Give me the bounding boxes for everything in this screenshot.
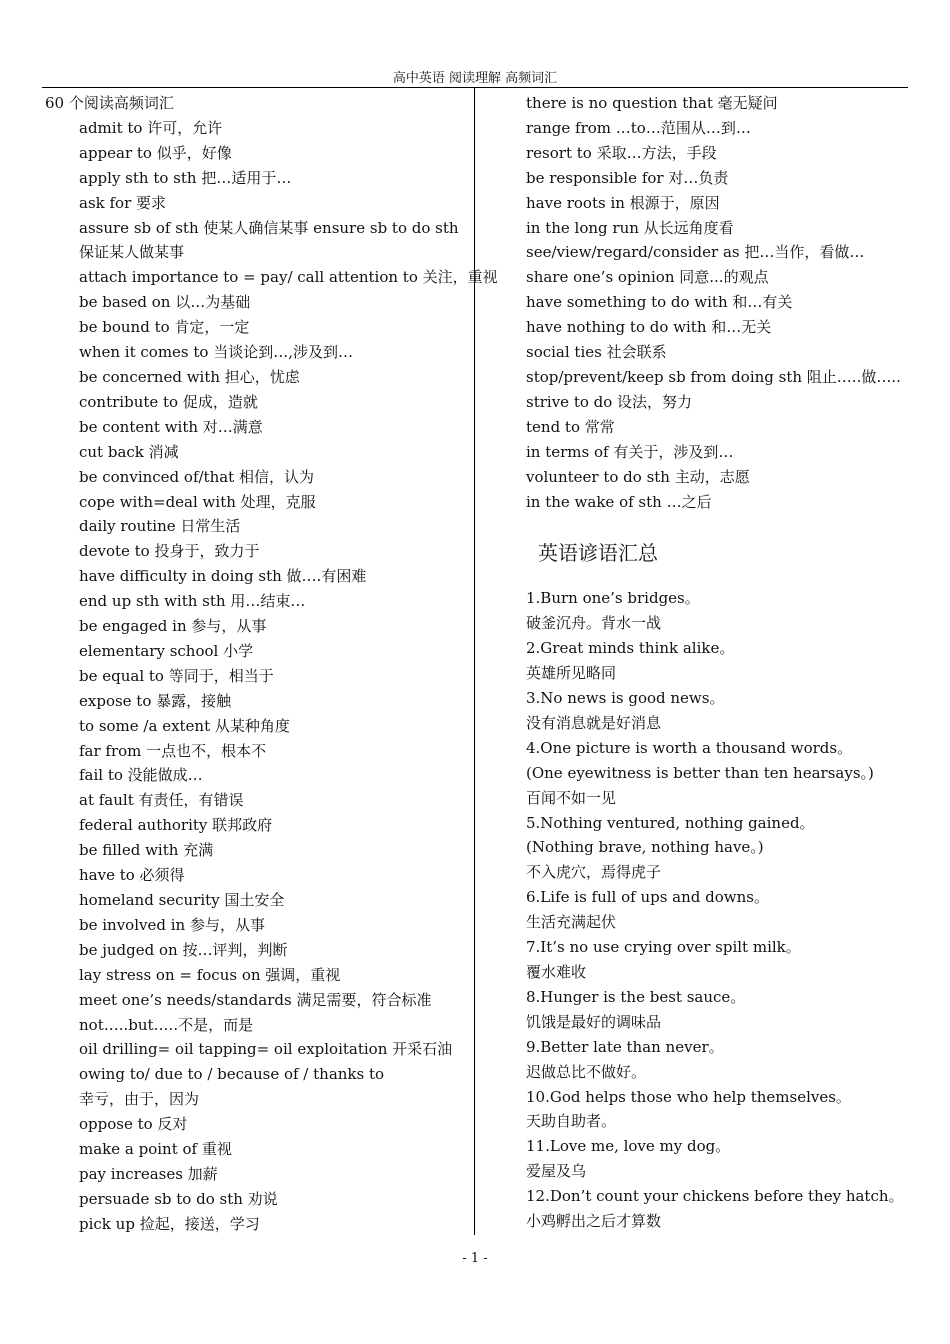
proverb-line: 小鸡孵出之后才算数 <box>526 1212 662 1231</box>
vocab-entry: expose to 暴露，接触 <box>79 691 232 710</box>
proverb-line: 破釜沉舟。背水一战 <box>526 614 662 633</box>
page-header: 高中英语 阅读理解 高频词汇 <box>392 71 558 86</box>
vocab-entry: persuade sb to do sth 劝说 <box>79 1189 278 1208</box>
vocab-entry: resort to 采取…方法，手段 <box>526 143 717 162</box>
vocab-entry: contribute to 促成，造就 <box>79 392 258 411</box>
proverb-line: 5.Nothing ventured, nothing gained。 <box>526 813 815 832</box>
column-divider <box>474 88 475 1235</box>
vocab-entry: be involved in 参与，从事 <box>79 915 265 934</box>
vocab-heading: 60 个阅读高频词汇 <box>45 94 174 112</box>
vocab-entry: owing to/ due to / because of / thanks to <box>79 1065 385 1084</box>
vocab-entry: oil drilling= oil tapping= oil exploitation 开采石油 <box>79 1040 453 1059</box>
proverb-line: 12.Don’t count your chickens before they hatch。 <box>526 1187 904 1206</box>
proverb-line: 2.Great minds think alike。 <box>526 639 735 658</box>
vocab-entry: be filled with 充满 <box>79 841 214 860</box>
vocab-entry: federal authority 联邦政府 <box>79 816 273 835</box>
proverb-line: 4.One picture is worth a thousand words。 <box>526 738 853 757</box>
vocab-entry: at fault 有责任，有错误 <box>79 791 244 810</box>
vocab-entry: have nothing to do with 和…无关 <box>526 318 772 337</box>
vocab-entry: end up sth with sth 用…结束… <box>79 592 306 611</box>
vocab-entry: make a point of 重视 <box>79 1140 232 1159</box>
proverb-line: (Nothing brave, nothing have。) <box>526 838 764 857</box>
vocab-entry: cope with=deal with 处理，克服 <box>79 492 316 511</box>
right-column <box>526 91 908 1234</box>
proverbs-list <box>526 586 908 1234</box>
proverb-line: 3.No news is good news。 <box>526 689 725 708</box>
vocab-entry: daily routine 日常生活 <box>79 517 241 536</box>
proverb-line: 英雄所见略同 <box>526 664 617 683</box>
vocab-entry: cut back 消减 <box>79 442 179 461</box>
vocab-entry: far from 一点也不，根本不 <box>79 741 267 760</box>
vocab-entry: have difficulty in doing sth 做….有困难 <box>79 567 367 586</box>
proverb-line: 饥饿是最好的调味品 <box>526 1012 662 1031</box>
proverb-line: 生活充满起伏 <box>526 913 617 932</box>
vocab-entry: be equal to 等同于，相当于 <box>79 666 274 685</box>
vocab-entry: devote to 投身于，致力于 <box>79 542 260 561</box>
vocab-list <box>45 116 498 1237</box>
proverb-line: 9.Better late than never。 <box>526 1037 724 1056</box>
proverb-line: (One eyewitness is better than ten hearsays。) <box>526 763 874 782</box>
vocab-entry: in the long run 从长远角度看 <box>526 218 734 237</box>
vocab-entry: have to 必须得 <box>79 866 185 885</box>
vocab-entry: to some /a extent 从某种角度 <box>79 716 290 735</box>
proverb-line: 不入虎穴，焉得虎子 <box>526 863 662 882</box>
vocab-entry: be judged on 按…评判，判断 <box>79 940 288 959</box>
vocab-entry: meet one’s needs/standards 满足需要，符合标准 <box>79 990 432 1009</box>
vocab-entry: pay increases 加薪 <box>79 1164 218 1183</box>
vocab-entry: volunteer to do sth 主动，志愿 <box>526 467 750 486</box>
vocab-entry: be bound to 肯定，一定 <box>79 318 250 337</box>
vocab-entry: admit to 许可，允许 <box>79 118 223 137</box>
proverb-line: 1.Burn one’s bridges。 <box>526 589 700 608</box>
vocab-entry: in the wake of sth …之后 <box>526 492 712 511</box>
vocab-entry: homeland security 国土安全 <box>79 891 285 909</box>
vocab-entry: be content with 对…满意 <box>79 417 263 436</box>
header-rule <box>42 87 908 88</box>
vocab-entry: be concerned with 担心，忧虑 <box>79 367 300 386</box>
vocab-entry: strive to do 设法，努力 <box>526 392 693 411</box>
vocab-entry: share one’s opinion 同意...的观点 <box>526 268 769 287</box>
vocab-entry: lay stress on = focus on 强调，重视 <box>79 965 341 984</box>
proverb-line: 百闻不如一见 <box>526 788 617 807</box>
vocab-entry: there is no question that 毫无疑问 <box>526 94 778 112</box>
proverbs-title: 英语谚语汇总 <box>538 541 658 566</box>
left-column <box>45 91 498 1237</box>
proverb-line: 爱屋及乌 <box>526 1162 587 1181</box>
vocab-entry: be based on 以…为基础 <box>79 293 251 312</box>
vocab-entry: have roots in 根源于，原因 <box>526 193 720 212</box>
vocab-entry: apply sth to sth 把…适用于… <box>79 168 292 187</box>
proverb-line: 11.Love me, love my dog。 <box>526 1137 731 1156</box>
proverb-line: 天助自助者。 <box>526 1112 617 1131</box>
vocab-entry: range from …to…范围从…到… <box>526 118 751 137</box>
vocab-entry: social ties 社会联系 <box>526 343 667 362</box>
proverb-line: 没有消息就是好消息 <box>526 713 662 732</box>
vocab-entry: 保证某人做某事 <box>79 243 185 262</box>
vocab-entry: stop/prevent/keep sb from doing sth 阻止…..做….. <box>526 367 901 386</box>
vocab-entry: ask for 要求 <box>79 193 167 212</box>
vocab-entry: have something to do with 和…有关 <box>526 293 793 312</box>
vocab-entry: in terms of 有关于，涉及到… <box>526 442 734 461</box>
vocab-entry: pick up 捡起，接送，学习 <box>79 1214 260 1233</box>
vocab-entry: be responsible for 对…负责 <box>526 168 729 187</box>
vocab-entry: 幸亏，由于，因为 <box>79 1090 200 1109</box>
page-number: - 1 - <box>462 1251 488 1266</box>
proverb-line: 覆水难收 <box>526 963 587 981</box>
vocab-list-continued <box>526 91 908 514</box>
vocab-entry: appear to 似乎，好像 <box>79 143 232 162</box>
vocab-entry: see/view/regard/consider as 把…当作，看做… <box>526 243 865 262</box>
proverb-line: 10.God helps those who help themselves。 <box>526 1087 851 1106</box>
vocab-entry: assure sb of sth 使某人确信某事 ensure sb to do sth <box>79 218 459 237</box>
proverb-line: 8.Hunger is the best sauce。 <box>526 987 746 1006</box>
vocab-entry: oppose to 反对 <box>79 1115 188 1134</box>
vocab-entry: tend to 常常 <box>526 417 615 436</box>
vocab-entry: fail to 没能做成… <box>79 766 203 785</box>
proverb-line: 7.It’s no use crying over spilt milk。 <box>526 938 801 957</box>
vocab-entry: elementary school 小学 <box>79 641 254 660</box>
vocab-entry: be engaged in 参与，从事 <box>79 617 267 636</box>
vocab-entry: be convinced of/that 相信，认为 <box>79 467 314 486</box>
proverb-line: 6.Life is full of ups and downs。 <box>526 888 769 907</box>
vocab-entry: when it comes to 当谈论到…,涉及到… <box>79 343 353 362</box>
vocab-entry: attach importance to = pay/ call attention to 关注，重视 <box>79 268 498 287</box>
proverb-line: 迟做总比不做好。 <box>526 1062 647 1081</box>
vocab-entry: not…..but…..不是，而是 <box>79 1015 254 1034</box>
